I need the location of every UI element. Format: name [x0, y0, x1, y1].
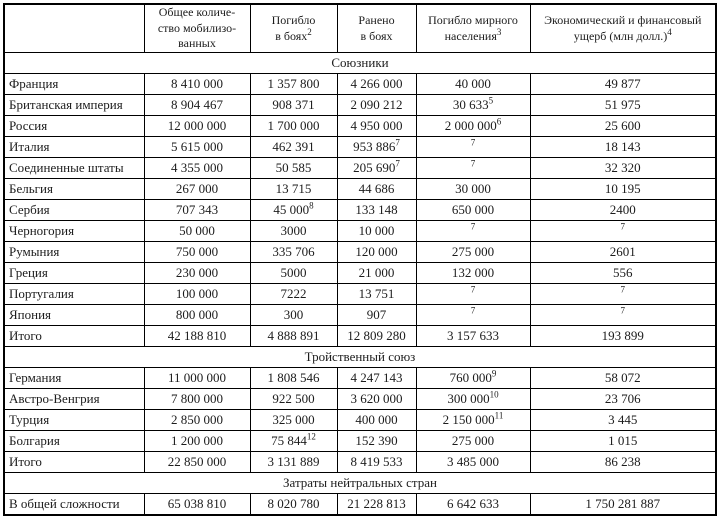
row-label: Итого [4, 452, 144, 473]
value-cell: 462 391 [250, 137, 337, 158]
value-cell: 335 706 [250, 242, 337, 263]
value-cell: 193 899 [530, 326, 716, 347]
value-cell: 908 371 [250, 95, 337, 116]
value-cell: 75 $844^{12}$ [250, 431, 337, 452]
table-row [4, 158, 716, 179]
value-cell: 23 706 [530, 389, 716, 410]
value-cell: 44 686 [337, 179, 416, 200]
value-cell: 1 808 546 [250, 368, 337, 389]
value-cell: 300 [250, 305, 337, 326]
value-cell: 7 [416, 137, 530, 158]
section-title: Затраты нейтральных стран [4, 473, 716, 494]
value-cell: 13 715 [250, 179, 337, 200]
row-label: Соединенные штаты [4, 158, 144, 179]
value-cell: 205 $690^7$ [337, 158, 416, 179]
value-cell: 12 000 000 [144, 116, 250, 137]
value-cell: 3 131 889 [250, 452, 337, 473]
value-cell: 120 000 [337, 242, 416, 263]
value-cell: 2 850 000 [144, 410, 250, 431]
row-label: Германия [4, 368, 144, 389]
column-header: Погибло в боях$^2$ [250, 4, 337, 53]
value-cell: 5 615 000 [144, 137, 250, 158]
value-cell: 4 888 891 [250, 326, 337, 347]
value-cell: 133 148 [337, 200, 416, 221]
row-label: Франция [4, 74, 144, 95]
column-header: Ранено в боях [337, 4, 416, 53]
row-label: Италия [4, 137, 144, 158]
value-cell: 51 975 [530, 95, 716, 116]
value-cell: 8 419 533 [337, 452, 416, 473]
row-label: Британская империя [4, 95, 144, 116]
value-cell: 230 000 [144, 263, 250, 284]
value-cell: 42 188 810 [144, 326, 250, 347]
table-row [4, 305, 716, 326]
value-cell: 300 $000^{10}$ [416, 389, 530, 410]
value-cell: 922 500 [250, 389, 337, 410]
value-cell: 7 [416, 158, 530, 179]
value-cell: 7 [416, 221, 530, 242]
value-cell: 25 600 [530, 116, 716, 137]
value-cell: 3 485 000 [416, 452, 530, 473]
table-row [4, 368, 716, 389]
value-cell: 1 750 281 887 [530, 494, 716, 516]
value-cell: 7 [530, 305, 716, 326]
table-row [4, 137, 716, 158]
value-cell: 1 700 000 [250, 116, 337, 137]
value-cell: 7 800 000 [144, 389, 250, 410]
row-label: Греция [4, 263, 144, 284]
value-cell: 7222 [250, 284, 337, 305]
corner-header-cell [4, 4, 144, 53]
value-cell: 50 000 [144, 221, 250, 242]
value-cell: 58 072 [530, 368, 716, 389]
table-row [4, 263, 716, 284]
value-cell: 7 [530, 284, 716, 305]
value-cell: 5000 [250, 263, 337, 284]
value-cell: 152 390 [337, 431, 416, 452]
value-cell: 8 904 467 [144, 95, 250, 116]
table-body [4, 53, 716, 516]
value-cell: 1 200 000 [144, 431, 250, 452]
value-cell: 6 642 633 [416, 494, 530, 516]
value-cell: 40 000 [416, 74, 530, 95]
value-cell: 11 000 000 [144, 368, 250, 389]
value-cell: 22 850 000 [144, 452, 250, 473]
row-label: Бельгия [4, 179, 144, 200]
value-cell: 267 000 [144, 179, 250, 200]
value-cell: 325 000 [250, 410, 337, 431]
value-cell: 10 000 [337, 221, 416, 242]
column-header: Общее количе- ство мобилизо- ванных [144, 4, 250, 53]
value-cell: 1 357 800 [250, 74, 337, 95]
value-cell: 32 320 [530, 158, 716, 179]
value-cell: 750 000 [144, 242, 250, 263]
value-cell: 275 000 [416, 242, 530, 263]
war-statistics-table [3, 3, 717, 516]
column-header: Экономический и финансовый ущерб (млн долл.)$^4$ [530, 4, 716, 53]
table-row [4, 242, 716, 263]
row-label: Итого [4, 326, 144, 347]
value-cell: 100 000 [144, 284, 250, 305]
value-cell: 13 751 [337, 284, 416, 305]
value-cell: 30 000 [416, 179, 530, 200]
value-cell: 86 238 [530, 452, 716, 473]
value-cell: 800 000 [144, 305, 250, 326]
value-cell: 400 000 [337, 410, 416, 431]
row-label: Австро-Венгрия [4, 389, 144, 410]
table-row [4, 452, 716, 473]
table-row [4, 431, 716, 452]
value-cell: 650 000 [416, 200, 530, 221]
value-cell: 21 000 [337, 263, 416, 284]
value-cell: 953 $886^7$ [337, 137, 416, 158]
section-title: Тройственный союз [4, 347, 716, 368]
value-cell: 2601 [530, 242, 716, 263]
table-row [4, 389, 716, 410]
value-cell: 2 150 $000^{11}$ [416, 410, 530, 431]
value-cell: 4 355 000 [144, 158, 250, 179]
header-row [4, 4, 716, 53]
table-row [4, 95, 716, 116]
value-cell: 2 000 $000^6$ [416, 116, 530, 137]
row-label: Япония [4, 305, 144, 326]
value-cell: 18 143 [530, 137, 716, 158]
row-label: Болгария [4, 431, 144, 452]
section-title: Союзники [4, 53, 716, 74]
column-header: Погибло мирного населения$^3$ [416, 4, 530, 53]
value-cell: 907 [337, 305, 416, 326]
table-header [4, 4, 716, 53]
section-row [4, 347, 716, 368]
table-row [4, 284, 716, 305]
table-row [4, 494, 716, 516]
value-cell: 556 [530, 263, 716, 284]
value-cell: 7 [416, 305, 530, 326]
value-cell: 132 000 [416, 263, 530, 284]
table-row [4, 326, 716, 347]
row-label: Россия [4, 116, 144, 137]
table-row [4, 410, 716, 431]
table-row [4, 221, 716, 242]
value-cell: 3000 [250, 221, 337, 242]
row-label: Португалия [4, 284, 144, 305]
value-cell: 3 620 000 [337, 389, 416, 410]
value-cell: 4 950 000 [337, 116, 416, 137]
value-cell: 12 809 280 [337, 326, 416, 347]
value-cell: 65 038 810 [144, 494, 250, 516]
table-row [4, 200, 716, 221]
value-cell: 7 [530, 221, 716, 242]
value-cell: 707 343 [144, 200, 250, 221]
section-row [4, 473, 716, 494]
value-cell: 8 410 000 [144, 74, 250, 95]
value-cell: 10 195 [530, 179, 716, 200]
value-cell: 4 247 143 [337, 368, 416, 389]
value-cell: 2400 [530, 200, 716, 221]
value-cell: 275 000 [416, 431, 530, 452]
value-cell: 760 $000^9$ [416, 368, 530, 389]
page-table-region [3, 3, 717, 511]
value-cell: 21 228 813 [337, 494, 416, 516]
row-label: Черногория [4, 221, 144, 242]
row-label: Румыния [4, 242, 144, 263]
row-label: В общей сложности [4, 494, 144, 516]
value-cell: 4 266 000 [337, 74, 416, 95]
section-row [4, 53, 716, 74]
value-cell: 49 877 [530, 74, 716, 95]
value-cell: 2 090 212 [337, 95, 416, 116]
value-cell: 50 585 [250, 158, 337, 179]
value-cell: 7 [416, 284, 530, 305]
value-cell: 1 015 [530, 431, 716, 452]
row-label: Турция [4, 410, 144, 431]
value-cell: 3 157 633 [416, 326, 530, 347]
row-label: Сербия [4, 200, 144, 221]
value-cell: 8 020 780 [250, 494, 337, 516]
table-row [4, 179, 716, 200]
table-row [4, 74, 716, 95]
table-row [4, 116, 716, 137]
value-cell: 30 $633^5$ [416, 95, 530, 116]
value-cell: 45 $000^8$ [250, 200, 337, 221]
value-cell: 3 445 [530, 410, 716, 431]
